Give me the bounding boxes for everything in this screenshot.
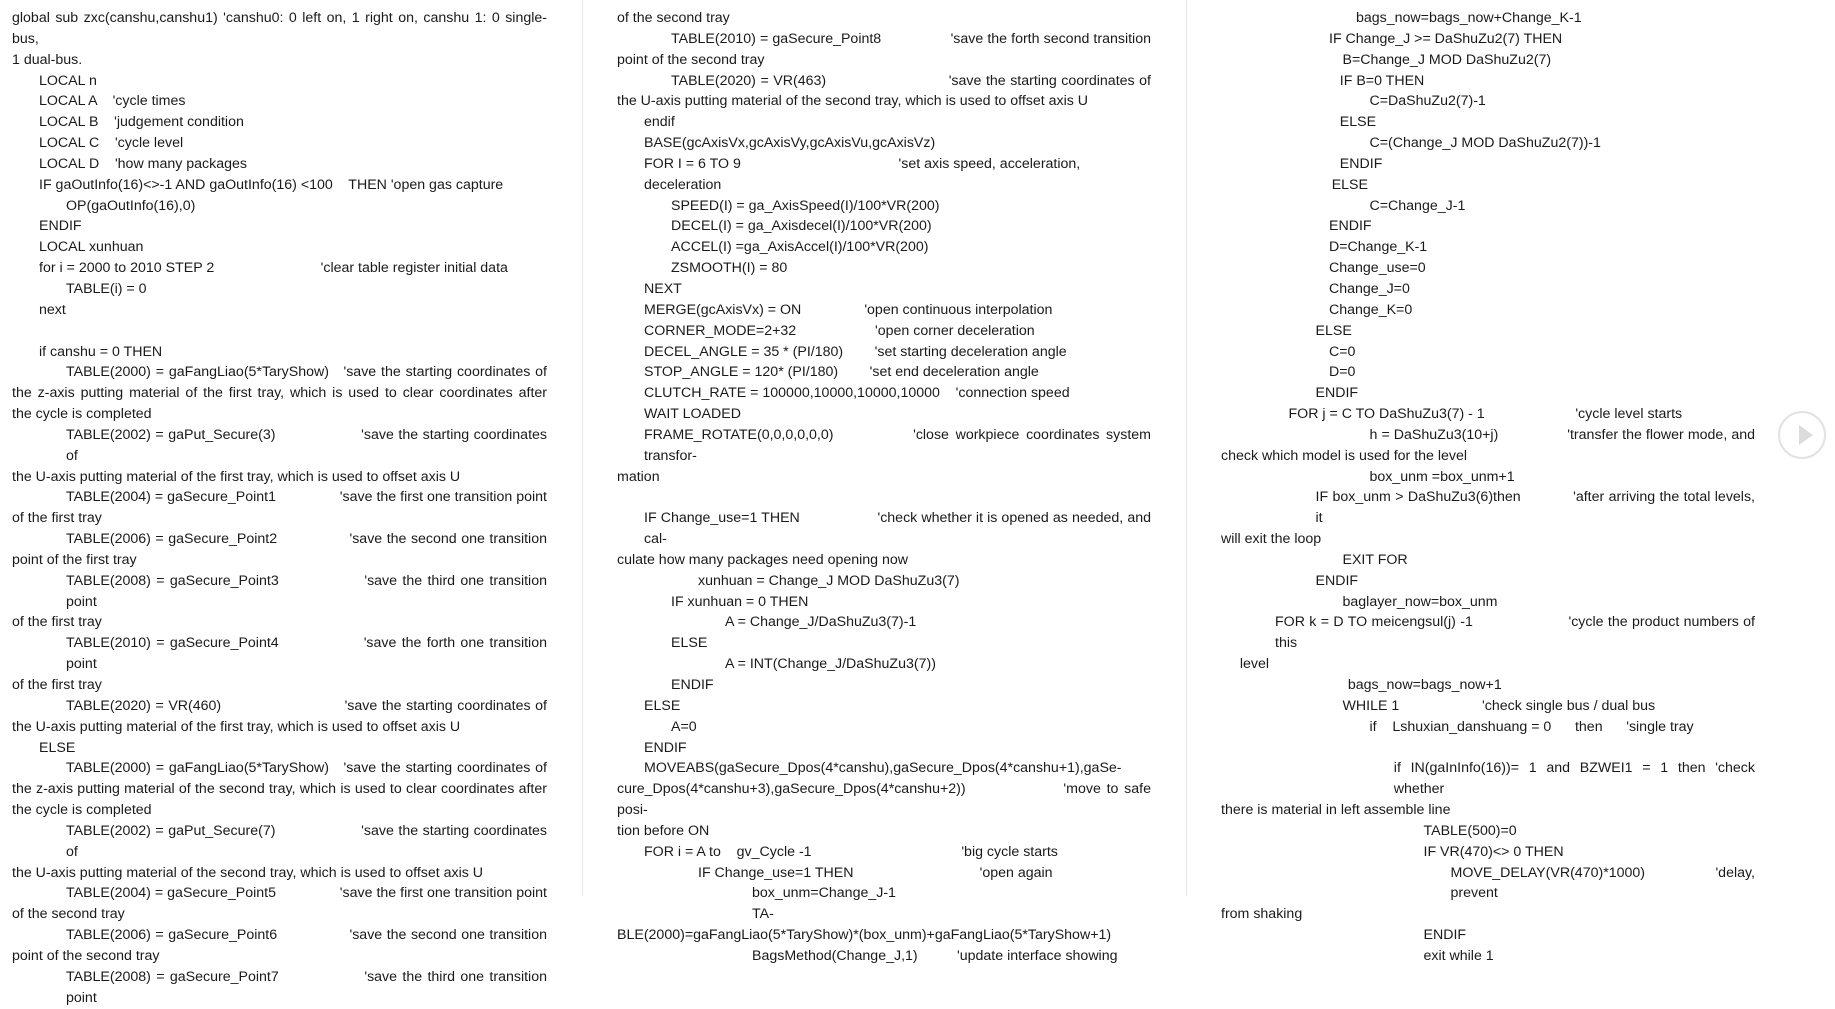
code-line: tion before ON <box>617 822 710 839</box>
code-line: LOCAL n <box>39 72 97 89</box>
code-line: box_unm =box_unm+1 <box>1369 468 1515 485</box>
code-line: the U-axis putting material of the second tray, which is used to offset axis U <box>12 864 484 881</box>
code-line: Change_J=0 <box>1329 280 1410 297</box>
code-line: TABLE(2010) = gaSecure_Point8 'save the forth second transition <box>671 30 1151 47</box>
code-line: D=0 <box>1329 364 1356 381</box>
code-line: CLUTCH_RATE = 100000,10000,10000,10000 'connection speed <box>644 385 1070 402</box>
code-line: of the second tray <box>617 10 730 26</box>
code-line: IF B=0 THEN <box>1339 72 1425 89</box>
code-line: culate how many packages need opening now <box>617 551 909 568</box>
code-line: STOP_ANGLE = 120* (PI/180) 'set end deceleration angle <box>644 364 1039 381</box>
code-line: the cycle is completed <box>12 802 152 819</box>
code-line: TA- <box>752 906 774 923</box>
code-line: TABLE(2006) = gaSecure_Point2 'save the second one transition <box>66 531 547 548</box>
code-line: the U-axis putting material of the first tray, which is used to offset axis U <box>12 468 461 485</box>
code-line: bags_now=bags_now+Change_K-1 <box>1356 10 1582 26</box>
code-line: ENDIF <box>671 677 714 693</box>
code-line: C=DaShuZu2(7)-1 <box>1369 93 1486 110</box>
code-line: h = DaShuZu3(10+j) 'transfer the flower mode, and <box>1369 426 1755 443</box>
code-line: ENDIF <box>1329 218 1372 235</box>
code-line: LOCAL A 'cycle times <box>39 93 186 110</box>
code-line: FOR k = D TO meicengsul(j) -1 'cycle the product numbers of this <box>1275 614 1759 652</box>
code-line: point of the second tray <box>617 51 765 68</box>
code-line: xunhuan = Change_J MOD DaShuZu3(7) <box>698 572 960 589</box>
code-line: of the second tray <box>12 906 125 923</box>
code-column-right <box>1221 8 1775 964</box>
code-line: BASE(gcAxisVx,gcAxisVy,gcAxisVu,gcAxisVz) <box>644 135 936 152</box>
code-line: point of the second tray <box>12 947 160 964</box>
code-line: if IN(gaInInfo(16))= 1 and BZWEI1 = 1 then 'check whether <box>1393 760 1759 798</box>
code-line: TABLE(2004) = gaSecure_Point1 'save the first one transition point <box>66 489 547 506</box>
code-line: CORNER_MODE=2+32 'open corner deceleration <box>644 322 1035 339</box>
code-line: LOCAL xunhuan <box>39 239 144 256</box>
code-line: ELSE <box>671 635 708 652</box>
code-line: baglayer_now=box_unm <box>1342 593 1498 610</box>
code-line: TABLE(2000) = gaFangLiao(5*TaryShow) 'save the starting coordinates of <box>66 364 547 381</box>
code-line: Change_K=0 <box>1329 301 1413 318</box>
code-line: D=Change_K-1 <box>1329 239 1428 256</box>
code-line: MERGE(gcAxisVx) = ON 'open continuous interpolation <box>644 301 1053 318</box>
code-line: FRAME_ROTATE(0,0,0,0,0,0) 'close workpiece coordinates system transfor- <box>644 426 1155 464</box>
code-line: of the first tray <box>12 614 102 631</box>
code-line: TABLE(2000) = gaFangLiao(5*TaryShow) 'save the starting coordinates of <box>66 760 547 777</box>
code-line: A = Change_J/DaShuZu3(7)-1 <box>725 614 917 631</box>
code-line: TABLE(2020) = VR(460) 'save the starting coordinates of <box>66 697 547 714</box>
code-line: ENDIF <box>39 218 82 235</box>
code-line: ELSE <box>644 697 681 714</box>
code-line: NEXT <box>644 280 682 297</box>
code-line: if canshu = 0 THEN <box>39 343 163 360</box>
code-line: WAIT LOADED <box>644 406 741 423</box>
code-column-left <box>12 8 551 1006</box>
code-line: ELSE <box>1331 176 1368 193</box>
code-line: TABLE(2006) = gaSecure_Point6 'save the second one transition <box>66 927 547 944</box>
code-line: IF Change_use=1 THEN 'open again <box>698 864 1053 881</box>
code-line: the z-axis putting material of the second tray, which is used to clear coordinates after <box>12 781 547 798</box>
code-line: DECEL_ANGLE = 35 * (PI/180) 'set starting deceleration angle <box>644 343 1067 360</box>
code-line: C=Change_J-1 <box>1369 197 1466 214</box>
code-line: IF Change_J >= DaShuZu2(7) THEN <box>1329 30 1563 47</box>
code-line: cure_Dpos(4*canshu+3),gaSecure_Dpos(4*canshu+2)) 'move to safe posi- <box>617 781 1155 819</box>
code-line: Change_use=0 <box>1329 260 1426 277</box>
code-line: TABLE(2008) = gaSecure_Point3 'save the third one transition point <box>66 572 551 610</box>
code-line: BagsMethod(Change_J,1) 'update interface showing <box>752 947 1118 964</box>
code-line: ENDIF <box>644 739 687 756</box>
code-line: next <box>39 301 66 318</box>
code-line: ZSMOOTH(I) = 80 <box>671 260 788 277</box>
code-line: IF xunhuan = 0 THEN <box>671 593 809 610</box>
code-line: exit while 1 <box>1423 947 1494 964</box>
code-line: FOR j = C TO DaShuZu3(7) - 1 'cycle level starts <box>1288 406 1683 423</box>
code-line: TABLE(2002) = gaPut_Secure(7) 'save the starting coordinates of <box>66 822 551 860</box>
code-line: TABLE(2010) = gaSecure_Point4 'save the forth one transition point <box>66 635 551 673</box>
code-line: if Lshuxian_danshuang = 0 then 'single tray <box>1369 718 1694 735</box>
code-line: ENDIF <box>1315 385 1359 402</box>
code-line: IF Change_use=1 THEN 'check whether it is opened as needed, and cal- <box>644 510 1155 548</box>
code-line: IF VR(470)<> 0 THEN <box>1423 843 1564 860</box>
code-line: SPEED(I) = ga_AxisSpeed(I)/100*VR(200) <box>671 197 940 214</box>
code-line: ENDIF <box>1423 927 1467 944</box>
code-line: level <box>1239 656 1270 673</box>
code-line: ELSE <box>1339 114 1377 131</box>
code-line: TABLE(2002) = gaPut_Secure(3) 'save the starting coordinates of <box>66 426 551 464</box>
code-line: of the first tray <box>12 677 102 693</box>
column-divider <box>582 0 583 896</box>
code-line: LOCAL B 'judgement condition <box>39 114 244 131</box>
code-line: WHILE 1 'check single bus / dual bus <box>1342 697 1656 714</box>
code-line: LOCAL C 'cycle level <box>39 135 184 152</box>
code-line: A=0 <box>671 718 697 735</box>
code-line: for i = 2000 to 2010 STEP 2 'clear table register initial data <box>39 260 508 277</box>
code-line: MOVEABS(gaSecure_Dpos(4*canshu),gaSecure_Dpos(4*canshu+1),gaSe- <box>644 760 1122 777</box>
code-line: DECEL(I) = ga_Axisdecel(I)/100*VR(200) <box>671 218 932 235</box>
code-line: ACCEL(I) =ga_AxisAccel(I)/100*VR(200) <box>671 239 929 256</box>
code-line: from shaking <box>1221 906 1303 923</box>
code-line: FOR i = A to gv_Cycle -1 'big cycle starts <box>644 843 1058 860</box>
code-line: IF gaOutInfo(16)<>-1 AND gaOutInfo(16) <100 THEN 'open gas capture <box>39 176 504 193</box>
code-line: 1 dual-bus. <box>12 51 83 68</box>
code-line: C=0 <box>1329 343 1356 360</box>
code-line: FOR I = 6 TO 9 'set axis speed, acceleration, deceleration <box>644 155 1085 193</box>
code-line: B=Change_J MOD DaShuZu2(7) <box>1342 51 1552 68</box>
code-line: TABLE(2004) = gaSecure_Point5 'save the first one transition point <box>66 885 547 902</box>
code-line: ENDIF <box>1339 155 1383 172</box>
code-line: TABLE(i) = 0 <box>66 280 147 297</box>
code-line: of the first tray <box>12 510 102 527</box>
code-line: point of the first tray <box>12 551 137 568</box>
code-line <box>617 487 1151 508</box>
next-page-play-icon[interactable] <box>1778 411 1826 459</box>
column-divider <box>1186 0 1187 896</box>
code-line: TABLE(500)=0 <box>1423 822 1517 839</box>
code-line: the cycle is completed <box>12 406 152 423</box>
code-line: LOCAL D 'how many packages <box>39 155 247 172</box>
code-line: ENDIF <box>1315 572 1359 589</box>
code-line: bags_now=bags_now+1 <box>1347 677 1502 693</box>
code-line: global sub zxc(canshu,canshu1) 'canshu0: 0 left on, 1 right on, canshu 1: 0 single-bus, <box>12 10 547 47</box>
code-line: TABLE(2020) = VR(463) 'save the starting coordinates of <box>671 72 1151 89</box>
code-line <box>12 321 547 342</box>
code-line: C=(Change_J MOD DaShuZu2(7))-1 <box>1369 135 1601 152</box>
code-line: EXIT FOR <box>1342 551 1408 568</box>
code-line: TABLE(2008) = gaSecure_Point7 'save the third one transition point <box>66 968 551 1006</box>
code-line: ELSE <box>1315 322 1352 339</box>
code-line: mation <box>617 468 660 485</box>
code-line: there is material in left assemble line <box>1221 802 1451 819</box>
code-line: check which model is used for the level <box>1221 447 1468 464</box>
code-line: OP(gaOutInfo(16),0) <box>66 197 196 214</box>
code-line <box>1221 738 1755 759</box>
code-line: A = INT(Change_J/DaShuZu3(7)) <box>725 656 936 673</box>
code-line: the z-axis putting material of the first tray, which is used to clear coordinates after <box>12 385 547 402</box>
code-line: MOVE_DELAY(VR(470)*1000) 'delay, prevent <box>1450 864 1775 902</box>
code-line: ELSE <box>39 739 76 756</box>
code-line: box_unm=Change_J-1 <box>752 885 896 902</box>
code-line: endif <box>644 114 675 131</box>
code-line: BLE(2000)=gaFangLiao(5*TaryShow)*(box_unm)+gaFangLiao(5*TaryShow+1) <box>617 927 1112 944</box>
code-line: IF box_unm > DaShuZu3(6)then 'after arriving the total levels, it <box>1315 489 1759 527</box>
code-line: the U-axis putting material of the second tray, which is used to offset axis U <box>617 93 1089 110</box>
code-line: the U-axis putting material of the first tray, which is used to offset axis U <box>12 718 461 735</box>
code-line: will exit the loop <box>1221 531 1322 548</box>
code-column-middle <box>617 8 1155 964</box>
